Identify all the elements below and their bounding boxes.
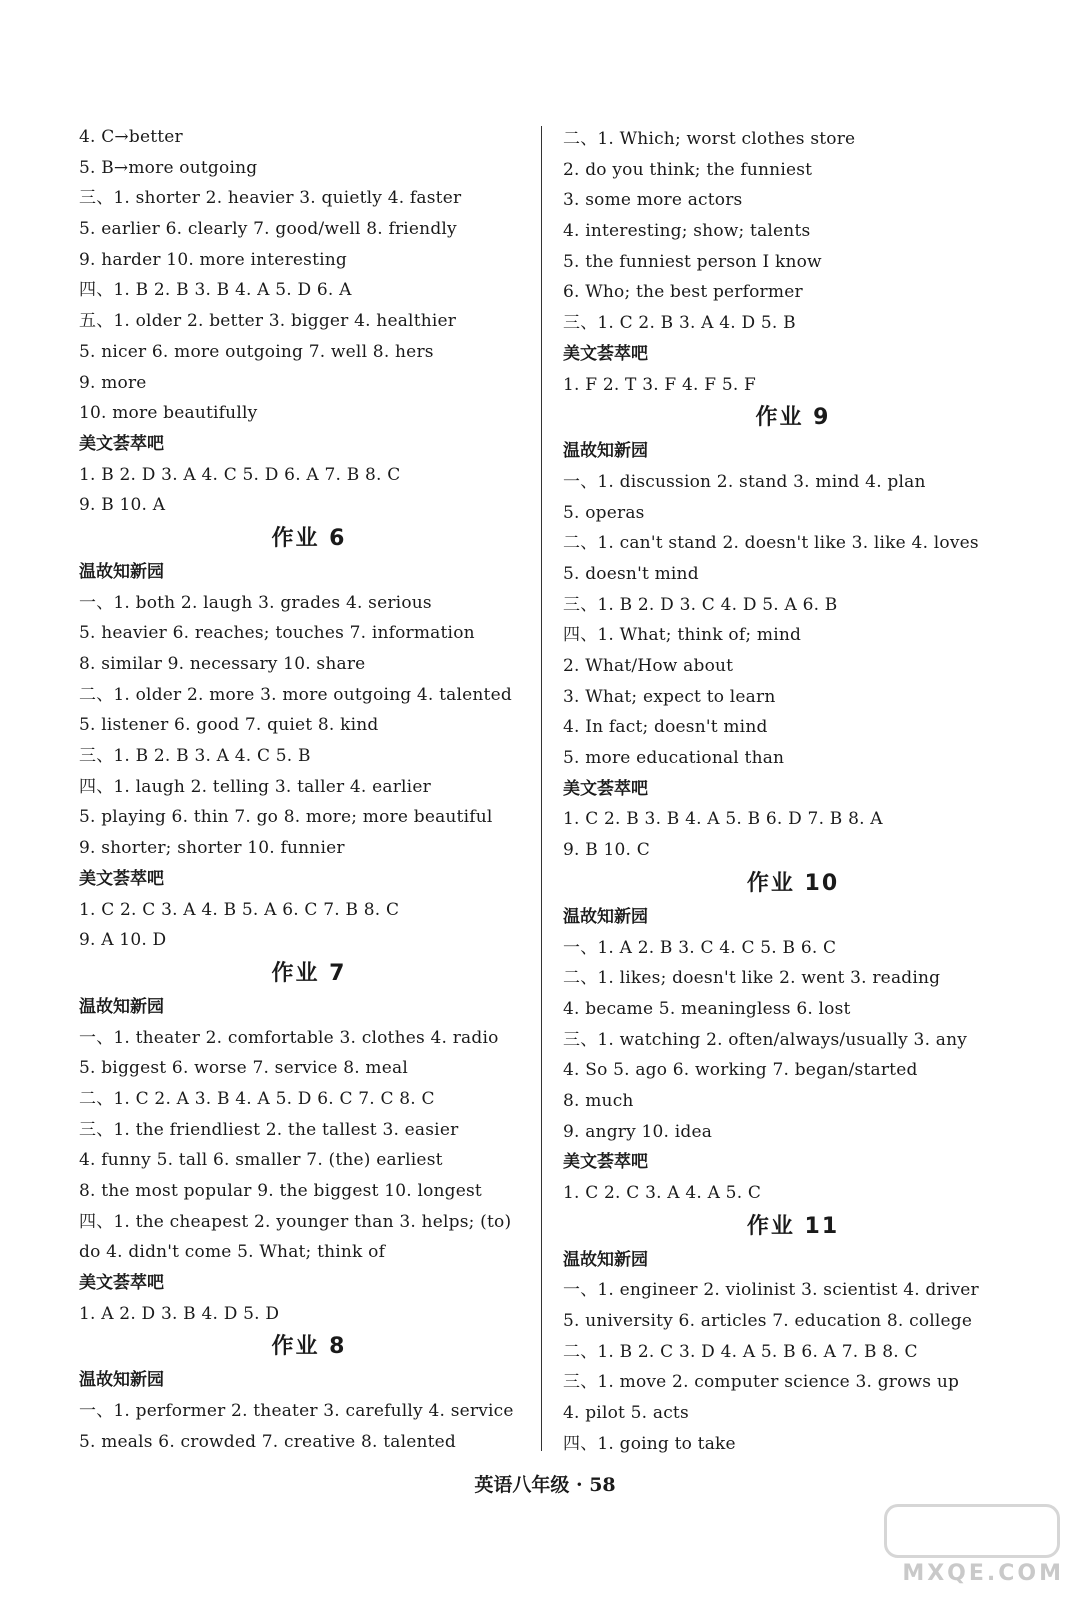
watermark-logo-icon — [884, 1504, 1060, 1558]
right-column — [563, 124, 1023, 1460]
watermark-text: MXQE.COM — [902, 1561, 1064, 1586]
answer-line: 6. Who; the best performer — [563, 282, 803, 303]
assignment-heading: 作业 10 — [746, 870, 840, 896]
answer-line: 一、1. theater 2. comfortable 3. clothes 4. radio — [79, 1027, 499, 1048]
answer-line: 四、1. going to take — [563, 1433, 736, 1454]
answer-line: 9. B 10. C — [563, 840, 650, 861]
answer-line: 1. C 2. C 3. A 4. B 5. A 6. C 7. B 8. C — [79, 899, 400, 920]
assignment-heading: 作业 11 — [746, 1213, 840, 1239]
section-heading: 温故知新园 — [79, 996, 164, 1017]
section-heading: 温故知新园 — [79, 561, 164, 582]
left-column — [79, 122, 539, 1458]
answer-line: 三、1. B 2. B 3. A 4. C 5. B — [79, 746, 311, 767]
answer-line: 一、1. A 2. B 3. C 4. C 5. B 6. C — [563, 937, 837, 958]
answer-line: 5. playing 6. thin 7. go 8. more; more beautiful — [79, 807, 493, 828]
answer-line: 1. B 2. D 3. A 4. C 5. D 6. A 7. B 8. C — [79, 464, 401, 485]
answer-line: 1. A 2. D 3. B 4. D 5. D — [79, 1303, 280, 1324]
answer-line: 4. funny 5. tall 6. smaller 7. (the) earliest — [79, 1150, 443, 1171]
answer-line: 5. more educational than — [563, 748, 785, 769]
assignment-heading: 作业 9 — [755, 405, 831, 431]
answer-line: 4. became 5. meaningless 6. lost — [563, 998, 851, 1019]
answer-line: 一、1. discussion 2. stand 3. mind 4. plan — [563, 471, 926, 492]
answer-line: 10. more beautifully — [79, 403, 258, 424]
answer-line: 5. earlier 6. clearly 7. good/well 8. friendly — [79, 219, 457, 240]
section-heading: 温故知新园 — [79, 1370, 164, 1391]
answer-line: 二、1. Which; worst clothes store — [563, 129, 856, 149]
answer-line: 9. B 10. A — [79, 495, 166, 516]
answer-line: 2. What/How about — [563, 656, 734, 676]
section-heading: 美文荟萃吧 — [79, 1273, 164, 1294]
answer-line: 二、1. C 2. A 3. B 4. A 5. D 6. C 7. C 8. C — [79, 1088, 435, 1109]
answer-line: 三、1. C 2. B 3. A 4. D 5. B — [563, 313, 796, 334]
answer-line: 8. the most popular 9. the biggest 10. longest — [79, 1181, 482, 1201]
answer-line: 5. meals 6. crowded 7. creative 8. talented — [79, 1431, 457, 1452]
answer-line: 三、1. watching 2. often/always/usually 3. any — [563, 1029, 968, 1050]
column-divider — [541, 126, 542, 1451]
answer-line: 4. interesting; show; talents — [563, 221, 811, 242]
section-heading: 美文荟萃吧 — [563, 1152, 648, 1173]
section-heading: 温故知新园 — [563, 1249, 648, 1270]
answer-line: 4. So 5. ago 6. working 7. began/started — [563, 1060, 918, 1081]
answer-line: 9. shorter; shorter 10. funnier — [79, 838, 345, 859]
section-heading: 美文荟萃吧 — [563, 778, 648, 799]
answer-line: 5. operas — [563, 502, 645, 523]
answer-line: 四、1. What; think of; mind — [563, 625, 802, 646]
answer-line: 5. doesn't mind — [563, 563, 699, 584]
answer-line: 三、1. B 2. D 3. C 4. D 5. A 6. B — [563, 594, 838, 615]
answer-line: 1. C 2. C 3. A 4. A 5. C — [563, 1183, 762, 1203]
answer-line: 一、1. performer 2. theater 3. carefully 4. service — [79, 1401, 514, 1422]
section-heading: 温故知新园 — [563, 441, 648, 462]
answer-line: 9. A 10. D — [79, 930, 167, 951]
answer-line: 四、1. the cheapest 2. younger than 3. helps; (to) — [79, 1211, 512, 1232]
answer-line: 2. do you think; the funniest — [563, 159, 813, 180]
answer-line: 4. In fact; doesn't mind — [563, 717, 768, 738]
section-heading: 美文荟萃吧 — [563, 343, 648, 364]
assignment-heading: 作业 8 — [271, 1334, 347, 1360]
answer-line: 5. listener 6. good 7. quiet 8. kind — [79, 715, 379, 736]
answer-line: 一、1. engineer 2. violinist 3. scientist 4. driver — [563, 1280, 979, 1301]
answer-line: 一、1. both 2. laugh 3. grades 4. serious — [79, 592, 432, 613]
answer-line: 3. some more actors — [563, 190, 743, 211]
answer-line: 9. harder 10. more interesting — [79, 249, 347, 270]
answer-line: 5. heavier 6. reaches; touches 7. information — [79, 623, 475, 644]
answer-line: 四、1. B 2. B 3. B 4. A 5. D 6. A — [79, 280, 352, 301]
assignment-heading: 作业 6 — [271, 525, 347, 551]
answer-line: 5. the funniest person I know — [563, 251, 822, 272]
answer-line: 1. C 2. B 3. B 4. A 5. B 6. D 7. B 8. A — [563, 809, 883, 830]
answer-line: 三、1. the friendliest 2. the tallest 3. easier — [79, 1119, 459, 1140]
assignment-heading: 作业 7 — [271, 960, 347, 986]
section-heading: 温故知新园 — [563, 906, 648, 927]
answer-line: 1. F 2. T 3. F 4. F 5. F — [563, 374, 757, 395]
answer-line: 8. similar 9. necessary 10. share — [79, 654, 366, 674]
answer-line: 五、1. older 2. better 3. bigger 4. healthier — [79, 311, 457, 332]
answer-line: 三、1. move 2. computer science 3. grows up — [563, 1372, 960, 1393]
answer-line: do 4. didn't come 5. What; think of — [79, 1242, 386, 1263]
answer-line: 二、1. likes; doesn't like 2. went 3. reading — [563, 968, 941, 989]
section-heading: 美文荟萃吧 — [79, 433, 164, 454]
answer-line: 9. more — [79, 372, 147, 393]
answer-line: 三、1. shorter 2. heavier 3. quietly 4. faster — [79, 188, 462, 209]
answer-line: 9. angry 10. idea — [563, 1121, 713, 1142]
answer-line: 4. C→better — [79, 127, 183, 147]
answer-line: 5. biggest 6. worse 7. service 8. meal — [79, 1058, 408, 1079]
section-heading: 美文荟萃吧 — [79, 868, 164, 889]
answer-line: 四、1. laugh 2. telling 3. taller 4. earlier — [79, 776, 431, 797]
answer-line: 二、1. older 2. more 3. more outgoing 4. talented — [79, 684, 512, 705]
answer-line: 8. much — [563, 1090, 634, 1111]
answer-line: 二、1. can't stand 2. doesn't like 3. like 4. loves — [563, 533, 979, 554]
answer-line: 5. B→more outgoing — [79, 157, 258, 178]
page-footer: 英语八年级 · 58 — [474, 1474, 616, 1496]
answer-line: 4. pilot 5. acts — [563, 1403, 689, 1424]
answer-line: 二、1. B 2. C 3. D 4. A 5. B 6. A 7. B 8. C — [563, 1341, 918, 1362]
answer-line: 3. What; expect to learn — [563, 686, 776, 707]
answer-line: 5. university 6. articles 7. education 8. college — [563, 1311, 973, 1332]
answer-line: 5. nicer 6. more outgoing 7. well 8. hers — [79, 341, 434, 362]
